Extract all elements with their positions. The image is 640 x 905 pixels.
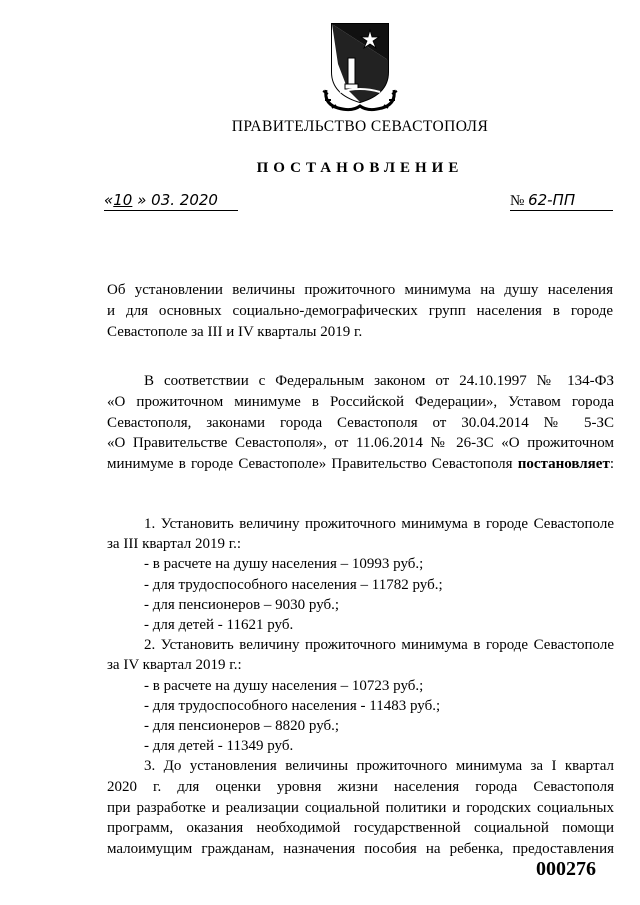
date-rest: 03. 2020: [151, 191, 218, 209]
item3-line: программ, оказания необходимой государственной социальной помощи: [107, 820, 614, 837]
item3-line: 3. До установления величины прожиточного минимума за I квартал: [144, 758, 614, 774]
preamble-colon: :: [609, 456, 614, 473]
preamble: [107, 371, 614, 475]
document-title: [107, 280, 613, 343]
item2-bullet: - для пенсионеров – 8820 руб.;: [144, 718, 340, 735]
title-line: Севастополе за III и IV кварталы 2019 г.: [107, 324, 363, 340]
preamble-line: В соответствии с Федеральным законом от 24.10.1997 № 134-ФЗ: [144, 373, 614, 389]
item1-line: за III квартал 2019 г.:: [107, 536, 242, 553]
preamble-line: «О Правительстве Севастополя», от 11.06.2014 № 26-ЗС «О прожиточном: [107, 435, 614, 452]
date-open: «: [104, 191, 114, 209]
date-day: 10: [113, 191, 133, 209]
resolution-items: [107, 514, 614, 756]
item1-bullet: - для трудоспособного населения – 11782 руб.;: [144, 576, 443, 593]
item2-line: 2. Установить величину прожиточного минимума в городе Севастополе: [144, 637, 614, 654]
document-number: [510, 191, 613, 211]
title-line: и для основных социально-демографических групп населения в городе: [107, 303, 613, 319]
item2-line: за IV квартал 2019 г.:: [107, 657, 242, 674]
item2-bullet: - для детей - 11349 руб.: [144, 738, 294, 755]
item3-line: 2020 г. для оценки уровня жизни населения города Севастополя: [107, 778, 614, 795]
registration-number: 000276: [536, 858, 596, 880]
item1-bullet: - для детей - 11621 руб.: [144, 617, 294, 634]
document-date: [104, 191, 238, 211]
item1-bullet: - для пенсионеров – 9030 руб.;: [144, 596, 340, 613]
item2-bullet: - в расчете на душу населения – 10723 руб.;: [144, 677, 424, 694]
number-value: 62-ПП: [528, 191, 576, 209]
resolves-word: постановляет: [517, 456, 610, 473]
item1-bullet: - в расчете на душу населения – 10993 руб.;: [144, 556, 424, 573]
item2-bullet: - для трудоспособного населения - 11483 руб.;: [144, 697, 441, 714]
preamble-last-text: минимуме в городе Севастополе» Правительство Севастополя: [107, 456, 518, 473]
number-label: №: [510, 193, 529, 209]
document-type: ПОСТАНОВЛЕНИЕ: [256, 160, 464, 176]
item3: [107, 756, 614, 860]
preamble-last-line: [107, 454, 614, 475]
item3-line: при разработке и реализации социальной политики и городских социальных: [107, 799, 614, 816]
coat-of-arms-icon: [318, 20, 402, 112]
preamble-line: Севастополя, законами города Севастополя от 30.04.2014 № 5-ЗС: [107, 414, 614, 431]
title-line: Об установлении величины прожиточного минимума на душу населения: [107, 282, 613, 298]
date-sep: »: [132, 191, 152, 209]
item3-line: малоимущим гражданам, назначения пособия на ребенка, предоставления: [107, 841, 614, 858]
organization-name: ПРАВИТЕЛЬСТВО СЕВАСТОПОЛЯ: [231, 118, 489, 135]
item1-line: 1. Установить величину прожиточного минимума в городе Севастополе: [144, 516, 614, 532]
preamble-line: «О прожиточном минимуме в Российской Федерации», Уставом города: [107, 393, 614, 410]
